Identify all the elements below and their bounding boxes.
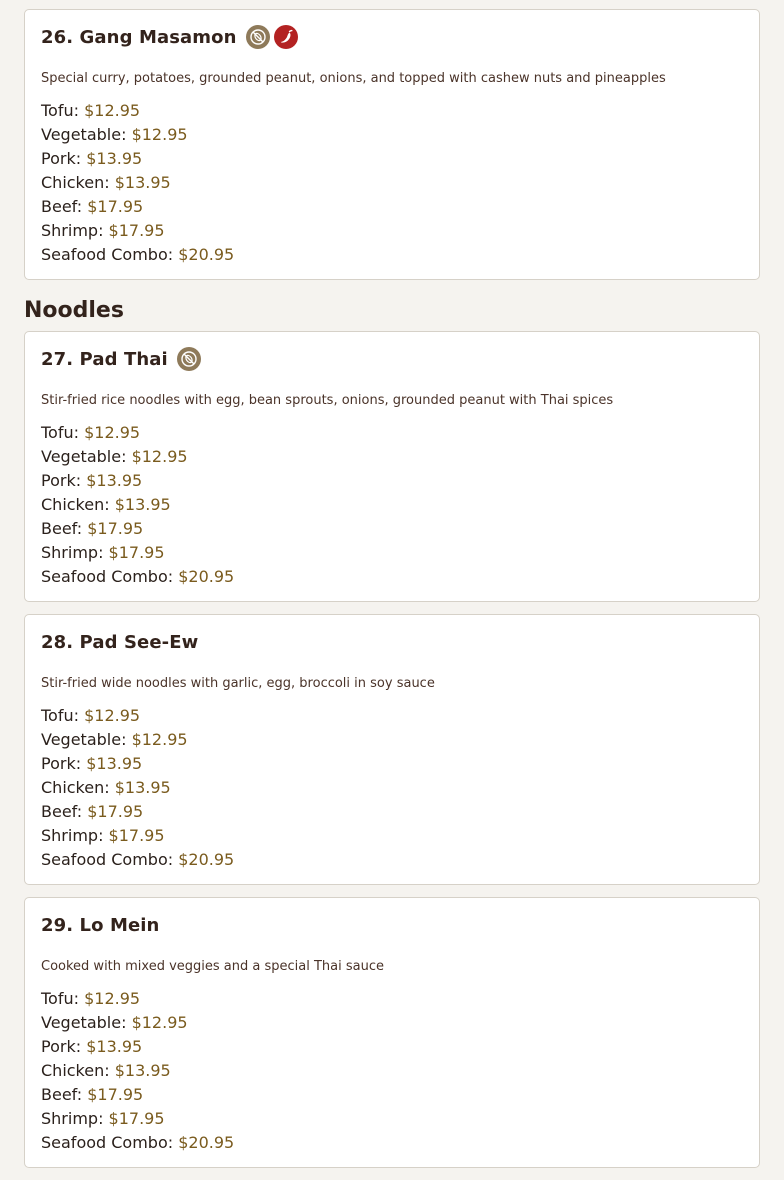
price-value: $20.95	[178, 567, 235, 586]
price-value: $12.95	[131, 447, 188, 466]
price-label: Chicken:	[41, 495, 110, 514]
price-label: Chicken:	[41, 1061, 110, 1080]
price-value: $17.95	[108, 221, 165, 240]
price-label: Pork:	[41, 754, 82, 773]
spicy-icon	[274, 25, 298, 49]
price-label: Tofu:	[41, 989, 80, 1008]
price-list	[41, 987, 743, 1155]
menu-content	[24, 9, 760, 1180]
price-row	[41, 704, 743, 728]
price-value: $13.95	[114, 173, 171, 192]
price-row	[41, 445, 743, 469]
price-row	[41, 1083, 743, 1107]
menu-item-card	[24, 614, 760, 885]
item-name: 26. Gang Masamon	[41, 26, 237, 48]
price-label: Tofu:	[41, 423, 80, 442]
price-value: $13.95	[86, 754, 143, 773]
price-row	[41, 800, 743, 824]
price-value: $13.95	[114, 778, 171, 797]
price-value: $13.95	[86, 149, 143, 168]
item-description: Cooked with mixed veggies and a special Thai sauce	[41, 959, 385, 974]
item-title	[41, 628, 743, 656]
item-name: 29. Lo Mein	[41, 914, 160, 936]
price-label: Seafood Combo:	[41, 245, 174, 264]
price-label: Shrimp:	[41, 543, 104, 562]
price-row	[41, 123, 743, 147]
price-list	[41, 99, 743, 267]
price-label: Beef:	[41, 519, 83, 538]
price-label: Tofu:	[41, 101, 80, 120]
price-row	[41, 1011, 743, 1035]
price-label: Seafood Combo:	[41, 850, 174, 869]
price-row	[41, 1107, 743, 1131]
item-description: Special curry, potatoes, grounded peanut, onions, and topped with cashew nuts and pineapples	[41, 71, 666, 86]
price-row	[41, 848, 743, 872]
price-row	[41, 728, 743, 752]
item-description: Stir-fried wide noodles with garlic, egg, broccoli in soy sauce	[41, 676, 435, 691]
price-value: $12.95	[84, 423, 141, 442]
item-name: 27. Pad Thai	[41, 348, 168, 370]
price-label: Seafood Combo:	[41, 567, 174, 586]
price-value: $13.95	[114, 495, 171, 514]
price-value: $12.95	[131, 1013, 188, 1032]
menu-item-card	[24, 897, 760, 1168]
price-value: $17.95	[87, 1085, 144, 1104]
menu-item-card	[24, 9, 760, 280]
price-value: $13.95	[86, 471, 143, 490]
price-label: Shrimp:	[41, 221, 104, 240]
price-value: $12.95	[84, 101, 141, 120]
price-row	[41, 1059, 743, 1083]
price-value: $17.95	[87, 802, 144, 821]
price-value: $17.95	[87, 519, 144, 538]
nut-icon	[246, 25, 270, 49]
price-row	[41, 421, 743, 445]
price-value: $12.95	[131, 730, 188, 749]
price-label: Shrimp:	[41, 1109, 104, 1128]
price-row	[41, 469, 743, 493]
price-label: Chicken:	[41, 778, 110, 797]
price-value: $20.95	[178, 1133, 235, 1152]
price-label: Pork:	[41, 1037, 82, 1056]
price-value: $13.95	[86, 1037, 143, 1056]
item-name: 28. Pad See-Ew	[41, 631, 199, 653]
price-label: Beef:	[41, 802, 83, 821]
price-row	[41, 99, 743, 123]
menu-item-card	[24, 331, 760, 602]
price-row	[41, 824, 743, 848]
price-row	[41, 987, 743, 1011]
price-row	[41, 171, 743, 195]
item-title	[41, 23, 743, 51]
price-row	[41, 243, 743, 267]
price-value: $17.95	[87, 197, 144, 216]
price-row	[41, 565, 743, 589]
price-value: $12.95	[84, 989, 141, 1008]
price-value: $13.95	[114, 1061, 171, 1080]
price-row	[41, 1131, 743, 1155]
price-row	[41, 493, 743, 517]
price-value: $17.95	[108, 1109, 165, 1128]
price-list	[41, 704, 743, 872]
price-row	[41, 147, 743, 171]
price-value: $17.95	[108, 826, 165, 845]
item-title	[41, 911, 743, 939]
price-value: $17.95	[108, 543, 165, 562]
section-heading-noodles: Noodles	[24, 298, 124, 323]
price-row	[41, 752, 743, 776]
price-list	[41, 421, 743, 589]
price-value: $12.95	[131, 125, 188, 144]
price-label: Beef:	[41, 1085, 83, 1104]
price-label: Vegetable:	[41, 730, 127, 749]
price-row	[41, 1035, 743, 1059]
price-value: $20.95	[178, 850, 235, 869]
price-label: Pork:	[41, 471, 82, 490]
price-value: $12.95	[84, 706, 141, 725]
price-label: Beef:	[41, 197, 83, 216]
price-label: Vegetable:	[41, 447, 127, 466]
item-description: Stir-fried rice noodles with egg, bean sprouts, onions, grounded peanut with Thai spices	[41, 393, 614, 408]
price-row	[41, 776, 743, 800]
price-label: Vegetable:	[41, 125, 127, 144]
price-row	[41, 195, 743, 219]
price-row	[41, 517, 743, 541]
price-label: Pork:	[41, 149, 82, 168]
price-row	[41, 219, 743, 243]
price-value: $20.95	[178, 245, 235, 264]
price-row	[41, 541, 743, 565]
nut-icon	[177, 347, 201, 371]
price-label: Seafood Combo:	[41, 1133, 174, 1152]
price-label: Shrimp:	[41, 826, 104, 845]
item-title	[41, 345, 743, 373]
price-label: Vegetable:	[41, 1013, 127, 1032]
price-label: Chicken:	[41, 173, 110, 192]
price-label: Tofu:	[41, 706, 80, 725]
